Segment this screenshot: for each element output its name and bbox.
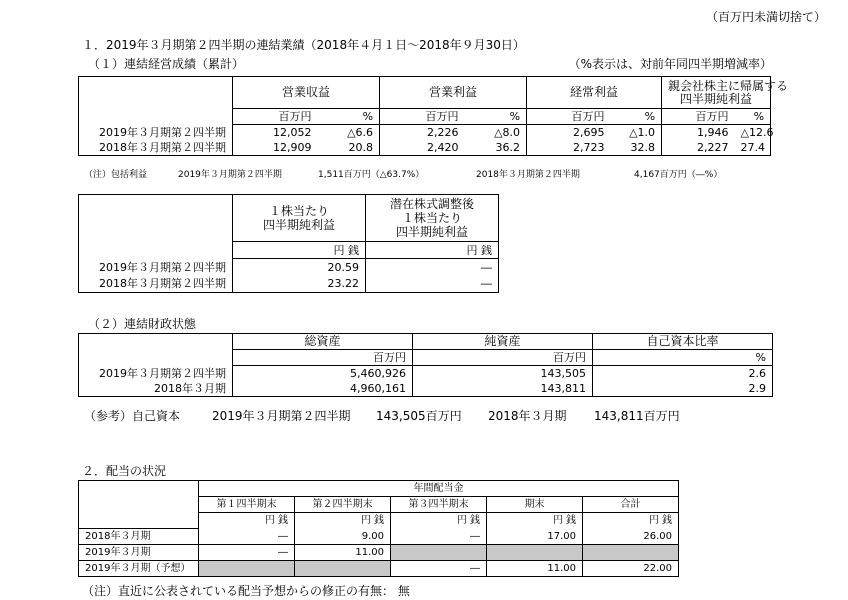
results-corner (79, 77, 233, 109)
value-cell: 5,460,926 (233, 366, 413, 382)
value-cell: 143,811 (413, 381, 593, 397)
table-row (79, 545, 679, 561)
value-cell: 2,227 (662, 140, 735, 156)
value-cell: 9.00 (295, 529, 391, 545)
value-cell (199, 561, 295, 577)
header-q3: 第３四半期末 (391, 497, 487, 513)
ref-value-1: 143,505百万円 (376, 409, 462, 423)
value-cell: ― (199, 545, 295, 561)
table-row (79, 140, 771, 156)
unit-cell: 百万円 (527, 109, 611, 125)
unit-cell: 円 銭 (295, 513, 391, 529)
section1-title: １．2019年３月期第２四半期の連結業績（2018年４月１日～2018年９月30日） (82, 38, 525, 52)
value-cell: 11.00 (487, 561, 583, 577)
value-cell: 1,946 (662, 125, 735, 141)
eps-table (78, 194, 499, 293)
value-cell: 4,960,161 (233, 381, 413, 397)
value-cell: 17.00 (487, 529, 583, 545)
row-label: 2019年３月期 (79, 545, 199, 561)
ref-label: （参考）自己資本 (84, 409, 181, 423)
units-label-cell (79, 513, 199, 529)
header-net-income-line1: 親会社株主に帰属する (668, 78, 789, 93)
value-cell: 22.00 (583, 561, 679, 577)
header-diluted-line1: 潜在株式調整後 (389, 197, 474, 211)
ref-period-1: 2019年３月期第２四半期 (212, 409, 351, 423)
dividends-note: （注）直近に公表されている配当予想からの修正の有無： 無 (82, 584, 410, 598)
unit-cell: % (611, 109, 662, 125)
value-cell (487, 545, 583, 561)
header-q2: 第２四半期末 (295, 497, 391, 513)
value-cell: 20.59 (233, 259, 366, 276)
header-diluted-line3: 四半期純利益 (395, 225, 468, 239)
value-cell: ― (366, 276, 499, 293)
value-cell: △8.0 (465, 125, 527, 141)
header-diluted-eps (366, 195, 499, 242)
unit-cell: 円 銭 (366, 242, 499, 259)
value-cell: △1.0 (611, 125, 662, 141)
unit-cell: 円 銭 (199, 513, 295, 529)
unit-cell: 百万円 (413, 350, 593, 366)
note-value-2: 4,167百万円（―%） (634, 170, 723, 180)
note-prefix: （注）包括利益 (84, 170, 148, 180)
table-row (79, 529, 679, 545)
value-cell: 2.9 (593, 381, 773, 397)
table-row (79, 561, 679, 577)
value-cell: 11.00 (295, 545, 391, 561)
value-cell: ― (366, 259, 499, 276)
row-label: 2018年３月期 (79, 381, 233, 397)
unit-cell: 百万円 (233, 109, 318, 125)
header-eps-line2: 四半期純利益 (262, 218, 335, 232)
value-cell: 12,052 (233, 125, 318, 141)
unit-cell: % (465, 109, 527, 125)
header-operating-revenue: 営業収益 (233, 77, 380, 109)
value-cell (583, 545, 679, 561)
row-label: 2019年３月期第２四半期 (79, 366, 233, 382)
unit-cell: 円 銭 (391, 513, 487, 529)
header-net-assets: 純資産 (413, 334, 593, 350)
ref-value-2: 143,811百万円 (594, 409, 680, 423)
value-cell: ― (391, 561, 487, 577)
unit-cell: 百万円 (662, 109, 735, 125)
unit-cell: % (735, 109, 771, 125)
header-equity-ratio: 自己資本比率 (593, 334, 773, 350)
header-q1: 第１四半期末 (199, 497, 295, 513)
value-cell: 2,695 (527, 125, 611, 141)
table-row (79, 366, 773, 382)
value-cell: △6.6 (318, 125, 380, 141)
row-label: 2018年３月期第２四半期 (79, 140, 233, 156)
unit-cell: % (593, 350, 773, 366)
value-cell: ― (391, 529, 487, 545)
header-year-end: 期末 (487, 497, 583, 513)
value-cell (391, 545, 487, 561)
value-cell: 2,226 (380, 125, 465, 141)
row-label: 2019年３月期（予想） (79, 561, 199, 577)
units-label-cell (79, 109, 233, 125)
results-subtitle: （１）連結経営成績（累計） (88, 57, 245, 71)
value-cell: 32.8 (611, 140, 662, 156)
dividends-table (78, 480, 679, 577)
dividends-title: ２．配当の状況 (82, 464, 167, 478)
financial-table (78, 333, 773, 397)
value-cell: 2,420 (380, 140, 465, 156)
value-cell: △12.6 (735, 125, 771, 141)
table-row (79, 259, 499, 276)
row-label: 2019年３月期第２四半期 (79, 125, 233, 141)
row-label: 2018年３月期第２四半期 (79, 276, 233, 293)
unit-cell: 円 銭 (233, 242, 366, 259)
results-table (78, 76, 789, 156)
unit-cell: % (318, 109, 380, 125)
value-cell (295, 561, 391, 577)
table-row (79, 381, 773, 397)
value-cell: 26.00 (583, 529, 679, 545)
header-total-assets: 総資産 (233, 334, 413, 350)
header-annual-dividend: 年間配当金 (199, 481, 679, 497)
value-cell: 23.22 (233, 276, 366, 293)
units-label-cell (79, 242, 233, 259)
ref-period-2: 2018年３月期 (488, 409, 567, 423)
value-cell: 27.4 (735, 140, 771, 156)
header-eps-line1: １株当たり (268, 204, 329, 218)
header-net-income-line2: 四半期純利益 (680, 91, 753, 106)
unit-note: （百万円未満切捨て） (705, 10, 826, 24)
dividends-corner-mid (79, 497, 199, 513)
value-cell: 2,723 (527, 140, 611, 156)
value-cell: 36.2 (465, 140, 527, 156)
eps-corner (79, 195, 233, 242)
header-diluted-line2: １株当たり (401, 211, 462, 225)
value-cell: ― (199, 529, 295, 545)
unit-cell: 百万円 (233, 350, 413, 366)
header-eps (233, 195, 366, 242)
unit-cell: 円 銭 (487, 513, 583, 529)
units-label-cell (79, 350, 233, 366)
header-net-income (662, 77, 789, 109)
row-label: 2018年３月期 (79, 529, 199, 545)
value-cell: 2.6 (593, 366, 773, 382)
table-row (79, 125, 771, 141)
header-operating-income: 営業利益 (380, 77, 527, 109)
value-cell: 20.8 (318, 140, 380, 156)
pct-note: （%表示は、対前年同四半期増減率） (568, 57, 772, 71)
table-row (79, 276, 499, 293)
dividends-corner (79, 481, 199, 497)
note-period-2: 2018年３月期第２四半期 (476, 170, 580, 180)
header-ordinary-income: 経常利益 (527, 77, 662, 109)
note-period-1: 2019年３月期第２四半期 (178, 170, 282, 180)
note-value-1: 1,511百万円（△63.7%） (318, 170, 425, 180)
row-label: 2019年３月期第２四半期 (79, 259, 233, 276)
financial-corner (79, 334, 233, 350)
header-total: 合計 (583, 497, 679, 513)
value-cell: 143,505 (413, 366, 593, 382)
value-cell: 12,909 (233, 140, 318, 156)
unit-cell: 円 銭 (583, 513, 679, 529)
unit-cell: 百万円 (380, 109, 465, 125)
financial-subtitle: （２）連結財政状態 (88, 317, 197, 331)
